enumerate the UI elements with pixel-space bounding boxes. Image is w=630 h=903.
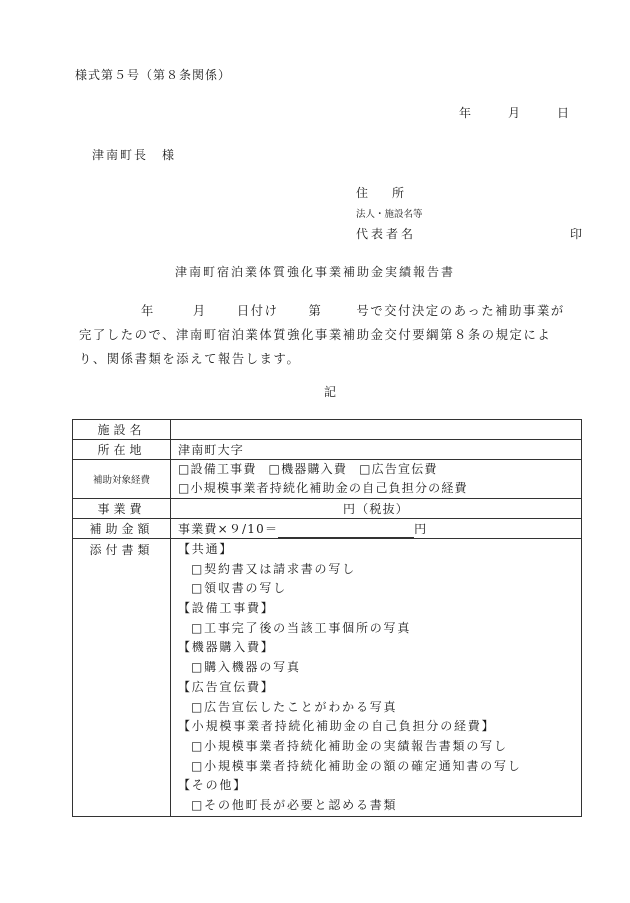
- facility-value: [171, 420, 582, 440]
- ki-mark: 記: [323, 385, 336, 399]
- attachment-category: 【機器購入費】: [178, 640, 275, 655]
- subsidy-blank: [278, 525, 414, 538]
- seal-mark: 印: [569, 227, 582, 241]
- attachment-category: 【小規模事業者持続化補助金の自己負担分の経費】: [178, 719, 496, 734]
- row-facility: [73, 420, 582, 440]
- addressee: [92, 146, 176, 163]
- attachment-item: □小規模事業者持続化補助金の実績報告書類の写し: [191, 738, 508, 753]
- location-label: 所在地: [73, 440, 171, 460]
- cost-label: 事業費: [73, 499, 171, 519]
- applicant-rep-label: 代表者名: [356, 227, 417, 241]
- attachment-item: □広告宣伝したことがわかる写真: [191, 699, 398, 714]
- expense-line-1: [178, 460, 574, 479]
- row-location: [73, 440, 582, 460]
- body-month: 月: [192, 304, 207, 318]
- row-cost: [73, 499, 582, 519]
- row-subsidy: [73, 519, 582, 539]
- attachment-item: □その他町長が必要と認める書類: [191, 797, 398, 812]
- expense-option-advertising: □広告宣伝費: [359, 462, 438, 476]
- addressee-name: 津南町長: [92, 148, 149, 162]
- row-expense: [73, 460, 582, 499]
- subsidy-prefix: 事業費×９/10＝: [178, 522, 279, 536]
- addressee-suffix: 様: [162, 148, 177, 162]
- subsidy-value: [171, 519, 582, 539]
- attachments-list: [171, 539, 582, 817]
- row-attachments: [73, 539, 582, 817]
- attachment-item: □小規模事業者持続化補助金の額の確定通知書の写し: [191, 758, 522, 773]
- body-line1-rest: 号で交付決定のあった補助事業が: [356, 304, 565, 318]
- attachments-items: [178, 539, 574, 816]
- expense-options: [171, 460, 582, 499]
- subsidy-label: 補助金額: [73, 519, 171, 539]
- body-line-3: り、関係書類を添えて報告します。: [79, 352, 301, 366]
- date-day: 日: [556, 106, 569, 120]
- body-no: 第: [308, 304, 323, 318]
- attachment-item: □工事完了後の当該工事個所の写真: [191, 620, 412, 635]
- body-day: 日付け: [236, 304, 279, 318]
- document-title: 津南町宿泊業体質強化事業補助金実績報告書: [174, 265, 455, 279]
- applicant-corp-label: 法人・施設名等: [356, 209, 423, 220]
- attachment-item: □購入機器の写真: [191, 660, 301, 675]
- location-value: 津南町大字: [171, 440, 582, 460]
- expense-option-small-business: □小規模事業者持続化補助金の自己負担分の経費: [178, 481, 468, 495]
- body-year: 年: [141, 304, 155, 318]
- applicant-address-label: 住 所: [356, 186, 405, 200]
- expense-line-2: [178, 479, 574, 498]
- body-text: [79, 299, 584, 371]
- body-line-1: [79, 299, 584, 323]
- attachment-category: 【共通】: [178, 542, 234, 556]
- date-line: [459, 104, 569, 121]
- expense-option-machine-purchase: □機器購入費: [268, 462, 348, 476]
- facility-label: 施設名: [73, 420, 171, 440]
- attachment-item: □契約書又は請求書の写し: [191, 561, 356, 576]
- subsidy-suffix: 円: [414, 522, 428, 536]
- date-month: 月: [507, 106, 520, 120]
- expense-option-equipment-work: □設備工事費: [178, 462, 257, 476]
- attachment-category: 【その他】: [178, 778, 248, 793]
- items-table: [72, 419, 582, 817]
- attachments-label: 添付書類: [73, 539, 171, 817]
- expense-label: 補助対象経費: [73, 460, 171, 499]
- attachment-item: □領収書の写し: [191, 581, 287, 596]
- cost-value: 円（税抜）: [171, 499, 582, 519]
- form-number: 様式第５号（第８条関係）: [75, 68, 232, 82]
- date-year: 年: [459, 106, 472, 120]
- attachment-category: 【広告宣伝費】: [178, 679, 275, 694]
- attachment-category: 【設備工事費】: [178, 601, 275, 616]
- body-line-2: 完了したので、津南町宿泊業体質強化事業補助金交付要綱第８条の規定によ: [79, 328, 552, 342]
